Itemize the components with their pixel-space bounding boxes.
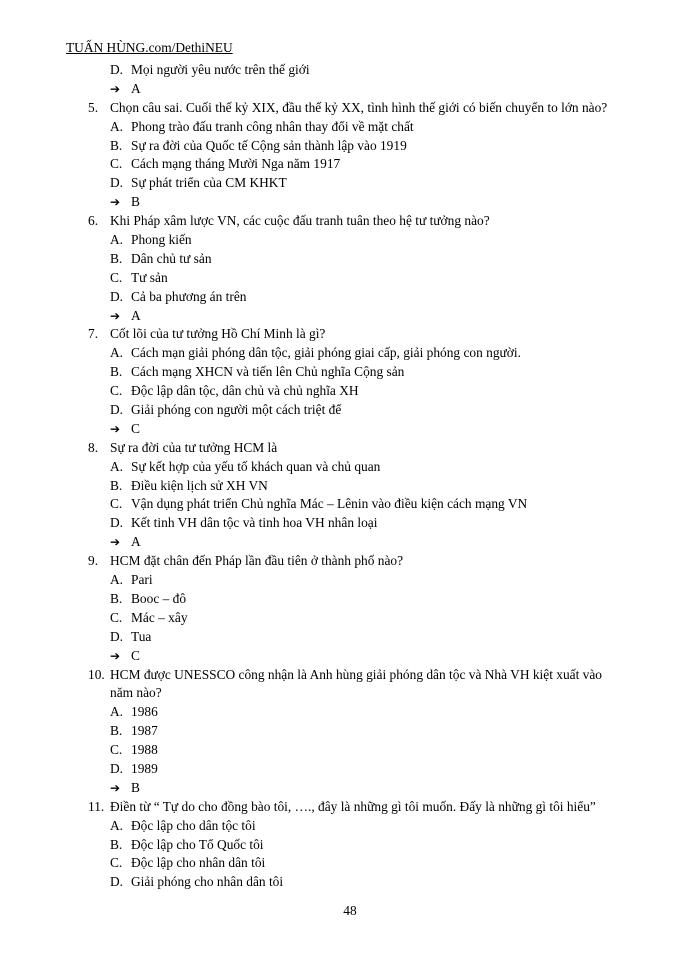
option-text: Tư sản	[131, 269, 168, 285]
option-letter: D.	[110, 628, 124, 644]
page-number: 48	[343, 903, 357, 918]
option-line	[0, 382, 700, 401]
answer-value: B	[131, 194, 140, 210]
option-text: 1986	[131, 704, 158, 720]
option-line	[0, 760, 700, 779]
option-letter: A.	[110, 572, 124, 588]
question-line	[0, 99, 700, 118]
option-text: Vận dụng phát triển Chủ nghĩa Mác – Lênin vào điều kiện cách mạng VN	[131, 496, 528, 512]
option-line	[0, 118, 700, 137]
option-line	[0, 231, 700, 250]
option-text: Cả ba phương án trên	[131, 288, 247, 304]
option-letter: B.	[110, 250, 123, 266]
question-number: 5.	[88, 99, 99, 115]
question-number: 10.	[88, 666, 105, 682]
option-line	[0, 836, 700, 855]
option-letter: C.	[110, 742, 123, 758]
option-text: Cách mạn giải phóng dân tộc, giải phóng giai cấp, giải phóng con người.	[131, 345, 521, 361]
question-text: Chọn câu sai. Cuối thế kỷ XIX, đầu thế kỷ XX, tình hình thế giới có biến chuyển to lớn nào?	[110, 99, 608, 115]
option-letter: A.	[110, 817, 124, 833]
option-line	[0, 174, 700, 193]
arrow-right-icon: ➔	[110, 421, 121, 436]
arrow-right-icon: ➔	[110, 81, 121, 96]
option-text: Điều kiện lịch sử XH VN	[131, 477, 268, 493]
option-letter: B.	[110, 836, 123, 852]
answer-line	[0, 193, 700, 212]
option-line	[0, 873, 700, 892]
question-list	[0, 61, 700, 892]
option-text: Sự kết hợp của yếu tố khách quan và chủ quan	[131, 458, 381, 474]
question-text: Sự ra đời của tư tưởng HCM là	[110, 439, 278, 455]
option-text: Cách mạng XHCN và tiến lên Chủ nghĩa Cộng sản	[131, 364, 405, 380]
question-line	[0, 666, 700, 685]
option-line	[0, 571, 700, 590]
option-letter: B.	[110, 364, 123, 380]
option-line	[0, 609, 700, 628]
answer-line	[0, 80, 700, 99]
option-text: Sự ra đời của Quốc tế Cộng sản thành lập vào 1919	[131, 137, 407, 153]
option-line	[0, 344, 700, 363]
answer-line	[0, 779, 700, 798]
option-letter: C.	[110, 156, 123, 172]
option-line	[0, 854, 700, 873]
question-line	[0, 212, 700, 231]
option-letter: D.	[110, 515, 124, 531]
question-line	[0, 325, 700, 344]
option-text: Cách mạng tháng Mười Nga năm 1917	[131, 156, 341, 172]
question-number: 6.	[88, 213, 99, 229]
question-number: 7.	[88, 326, 99, 342]
option-line	[0, 363, 700, 382]
option-letter: D.	[110, 62, 124, 77]
option-text: Pari	[131, 572, 153, 588]
question-line	[0, 439, 700, 458]
option-letter: C.	[110, 855, 123, 871]
question-text: Điền từ “ Tự do cho đồng bào tôi, …., đây là những gì tôi muốn. Đấy là những gì tôi hiểu”	[110, 798, 596, 814]
option-text: 1989	[131, 760, 158, 776]
answer-line	[0, 420, 700, 439]
option-letter: D.	[110, 874, 124, 890]
arrow-right-icon: ➔	[110, 648, 121, 663]
question-text: Khi Pháp xâm lược VN, các cuộc đấu tranh tuân theo hệ tư tưởng nào?	[110, 213, 490, 229]
option-letter: D.	[110, 760, 124, 776]
option-letter: C.	[110, 383, 123, 399]
option-line	[0, 269, 700, 288]
option-text: Phong kiến	[131, 232, 192, 248]
option-text: Booc – đô	[131, 590, 187, 606]
question-line	[0, 552, 700, 571]
arrow-right-icon: ➔	[110, 780, 121, 795]
answer-value: A	[131, 80, 141, 96]
option-letter: A.	[110, 118, 124, 134]
answer-value: C	[131, 420, 140, 436]
document-header: TUẤN HÙNG.com/DethiNEU	[66, 40, 233, 55]
answer-value: A	[131, 534, 141, 550]
question-continuation-line	[0, 684, 700, 703]
answer-line	[0, 647, 700, 666]
option-line	[0, 817, 700, 836]
option-letter: A.	[110, 704, 124, 720]
option-text: Tua	[131, 628, 152, 644]
option-line	[0, 628, 700, 647]
option-line	[0, 288, 700, 307]
option-text: Dân chủ tư sản	[131, 250, 212, 266]
question-number: 9.	[88, 553, 99, 569]
option-text: Mọi người yêu nước trên thế giới	[131, 62, 310, 77]
option-letter: A.	[110, 458, 124, 474]
question-text: Cốt lõi của tư tưởng Hồ Chí Minh là gì?	[110, 326, 326, 342]
option-text: Mác – xây	[131, 609, 188, 625]
option-text: Độc lập cho nhân dân tôi	[131, 855, 266, 871]
option-letter: C.	[110, 496, 123, 512]
option-text: 1987	[131, 723, 158, 739]
option-line	[0, 155, 700, 174]
option-letter: A.	[110, 232, 124, 248]
answer-value: B	[131, 779, 140, 795]
option-text: Giải phóng con người một cách triệt để	[131, 402, 342, 418]
option-line	[0, 401, 700, 420]
option-letter: C.	[110, 269, 123, 285]
option-line	[0, 61, 700, 80]
option-text: Độc lập cho Tổ Quốc tôi	[131, 836, 264, 852]
arrow-right-icon: ➔	[110, 195, 121, 210]
question-text: HCM đặt chân đến Pháp lần đầu tiên ở thành phố nào?	[110, 553, 404, 569]
option-letter: D.	[110, 288, 124, 304]
option-letter: B.	[110, 723, 123, 739]
option-line	[0, 477, 700, 496]
option-text: Kết tinh VH dân tộc và tinh hoa VH nhân loại	[131, 515, 378, 531]
option-line	[0, 741, 700, 760]
option-line	[0, 722, 700, 741]
question-line	[0, 798, 700, 817]
option-text: Độc lập dân tộc, dân chủ và chủ nghĩa XH	[131, 383, 359, 399]
answer-value: C	[131, 647, 140, 663]
option-letter: D.	[110, 402, 124, 418]
option-text: Độc lập cho dân tộc tôi	[131, 817, 256, 833]
option-line	[0, 250, 700, 269]
option-line	[0, 137, 700, 156]
option-letter: A.	[110, 345, 124, 361]
option-text: Sự phát triển của CM KHKT	[131, 175, 287, 191]
arrow-right-icon: ➔	[110, 308, 121, 323]
option-letter: B.	[110, 590, 123, 606]
option-line	[0, 495, 700, 514]
option-line	[0, 458, 700, 477]
option-line	[0, 514, 700, 533]
option-text: Phong trào đấu tranh công nhân thay đổi về mặt chất	[131, 118, 414, 134]
option-letter: C.	[110, 609, 123, 625]
option-line	[0, 703, 700, 722]
option-line	[0, 590, 700, 609]
option-text: 1988	[131, 742, 158, 758]
question-number: 8.	[88, 439, 99, 455]
option-letter: B.	[110, 477, 123, 493]
question-text: HCM được UNESSCO công nhận là Anh hùng giải phóng dân tộc và Nhà VH kiệt xuất vào	[110, 666, 603, 682]
answer-line	[0, 533, 700, 552]
option-letter: B.	[110, 137, 123, 153]
answer-value: A	[131, 307, 141, 323]
arrow-right-icon: ➔	[110, 535, 121, 550]
answer-line	[0, 307, 700, 326]
option-text: Giải phóng cho nhân dân tôi	[131, 874, 284, 890]
option-letter: D.	[110, 175, 124, 191]
question-text-continued: năm nào?	[110, 685, 162, 701]
question-number: 11.	[88, 798, 105, 814]
